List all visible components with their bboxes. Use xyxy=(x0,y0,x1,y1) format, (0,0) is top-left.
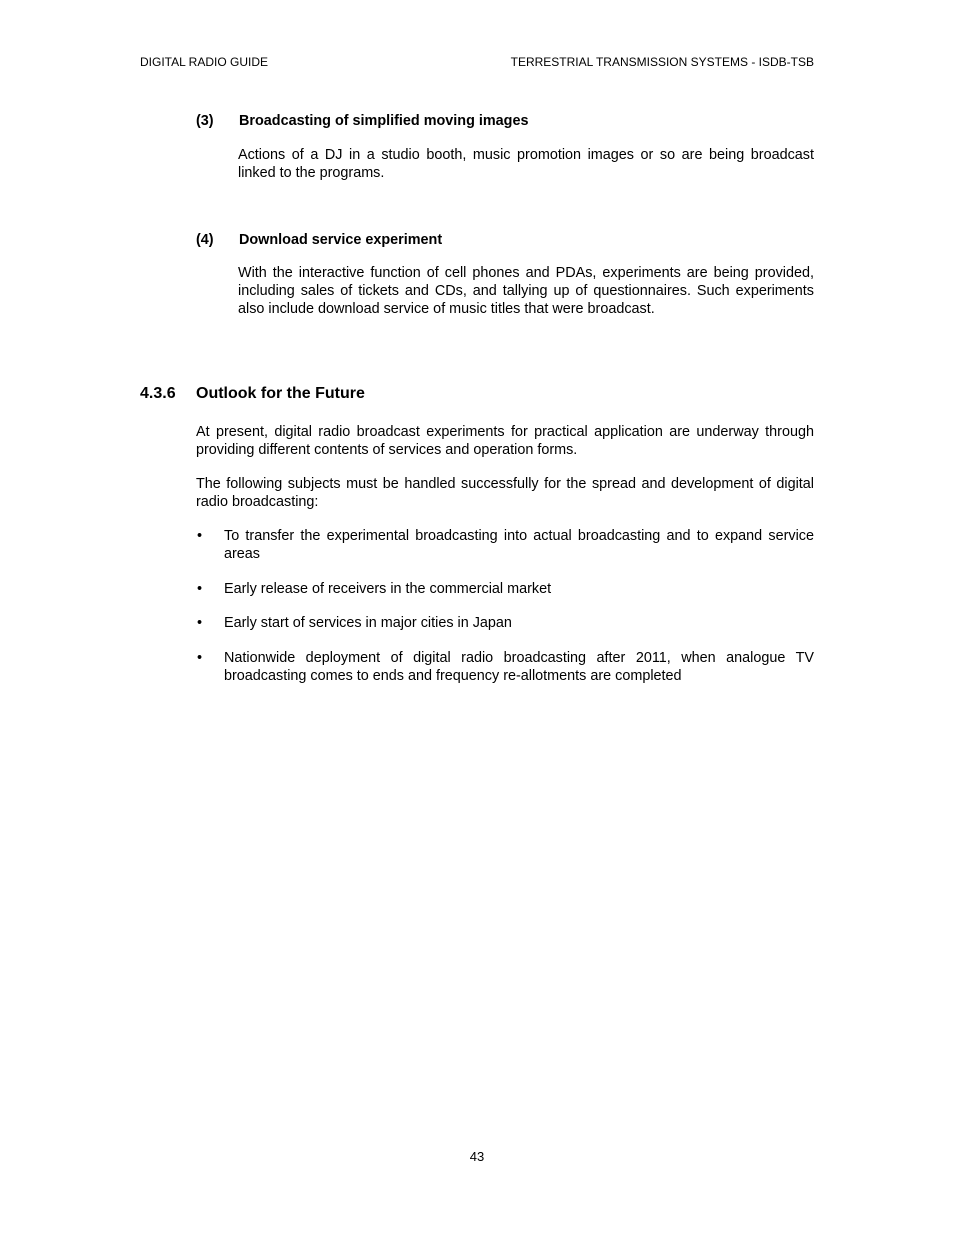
list-item-text: Nationwide deployment of digital radio broadcasting after 2011, when analogue TV broadcasting comes to ends and frequency re-allotments are completed xyxy=(224,649,814,684)
list-item-text: Early release of receivers in the commercial market xyxy=(224,580,552,597)
section-paragraph-1: At present, digital radio broadcast experiments for practical application are underway through providing different contents of services and operation forms. xyxy=(196,424,814,458)
subsection-4-paragraph: With the interactive function of cell phones and PDAs, experiments are being provided, including sales of tickets and CDs, and tallying up of questionnaires. Such experiments also include download service of music titles that were broadcast. xyxy=(238,265,814,317)
list-item xyxy=(196,527,814,563)
subsection-4-heading xyxy=(196,231,442,249)
subsection-3-heading xyxy=(196,112,528,130)
bullet-icon: • xyxy=(197,615,203,631)
section-number: 4.3.6 xyxy=(140,385,176,402)
subsection-4-title: Download service experiment xyxy=(239,232,443,248)
subsection-3-number: (3) xyxy=(196,113,214,129)
subsection-4-number: (4) xyxy=(196,232,214,248)
list-item-text: Early start of services in major cities in Japan xyxy=(224,615,512,631)
section-paragraph-2: The following subjects must be handled successfully for the spread and development of digital radio broadcasting: xyxy=(196,476,814,510)
section-heading xyxy=(140,384,365,404)
bullet-icon: • xyxy=(197,580,203,597)
list-item xyxy=(196,580,814,598)
list-item xyxy=(196,649,814,685)
page-header xyxy=(140,54,814,70)
subjects-bullet-list xyxy=(196,527,814,701)
list-item xyxy=(196,614,814,632)
subsection-3-paragraph: Actions of a DJ in a studio booth, music promotion images or so are being broadcast linked to the programs. xyxy=(238,147,814,181)
list-item-text: To transfer the experimental broadcasting into actual broadcasting and to expand service areas xyxy=(224,528,814,562)
header-document-title: DIGITAL RADIO GUIDE xyxy=(140,55,269,69)
bullet-icon: • xyxy=(197,528,203,544)
page-number: 43 xyxy=(469,1149,485,1164)
subsection-3-title: Broadcasting of simplified moving images xyxy=(239,113,529,129)
header-chapter-title: TERRESTRIAL TRANSMISSION SYSTEMS - ISDB-TSB xyxy=(510,55,814,69)
section-title: Outlook for the Future xyxy=(196,385,365,402)
bullet-icon: • xyxy=(197,649,203,666)
